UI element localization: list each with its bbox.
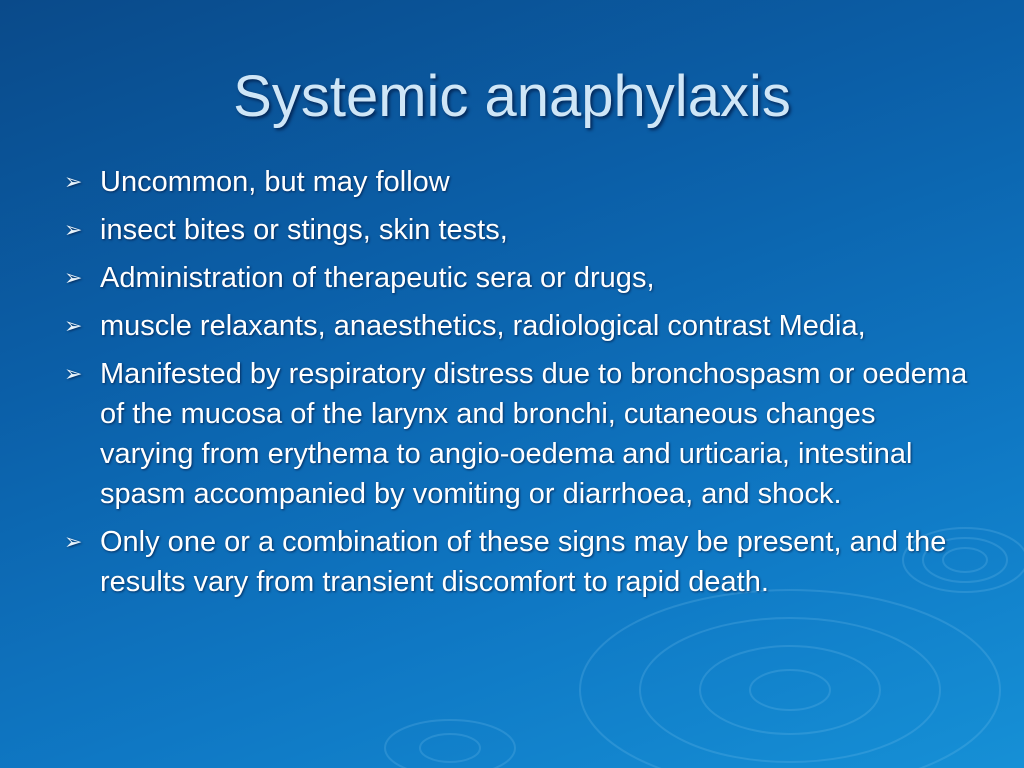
bullet-list	[60, 162, 970, 610]
bullet-item	[60, 258, 970, 298]
slide-title: Systemic anaphylaxis	[233, 64, 791, 129]
arrowhead-bullet-icon: ➢	[64, 169, 83, 194]
bullet-text: Only one or a combination of these signs may be present, and the results vary from transient discomfort to rapid death.	[100, 526, 947, 598]
bullet-item	[60, 522, 970, 602]
arrowhead-bullet-icon: ➢	[64, 529, 83, 554]
arrowhead-bullet-icon: ➢	[64, 361, 83, 386]
arrowhead-bullet-icon: ➢	[64, 217, 83, 242]
bullet-item	[60, 162, 970, 202]
arrowhead-bullet-icon: ➢	[64, 265, 83, 290]
bullet-text: Administration of therapeutic sera or drugs,	[100, 262, 655, 294]
bullet-item	[60, 306, 970, 346]
arrowhead-bullet-icon: ➢	[64, 313, 83, 338]
bullet-item	[60, 354, 970, 514]
bullet-text: Manifested by respiratory distress due to bronchospasm or oedema of the mucosa of the larynx and bronchi, cutaneous changes varying from erythema to angio-oedema and urticaria, intestinal spasm accompanied by vomiting or diarrhoea, and shock.	[100, 358, 968, 510]
bullet-text: insect bites or stings, skin tests,	[100, 214, 508, 246]
bullet-item	[60, 210, 970, 250]
bullet-text: muscle relaxants, anaesthetics, radiological contrast Media,	[100, 310, 866, 342]
bullet-text: Uncommon, but may follow	[100, 166, 450, 198]
